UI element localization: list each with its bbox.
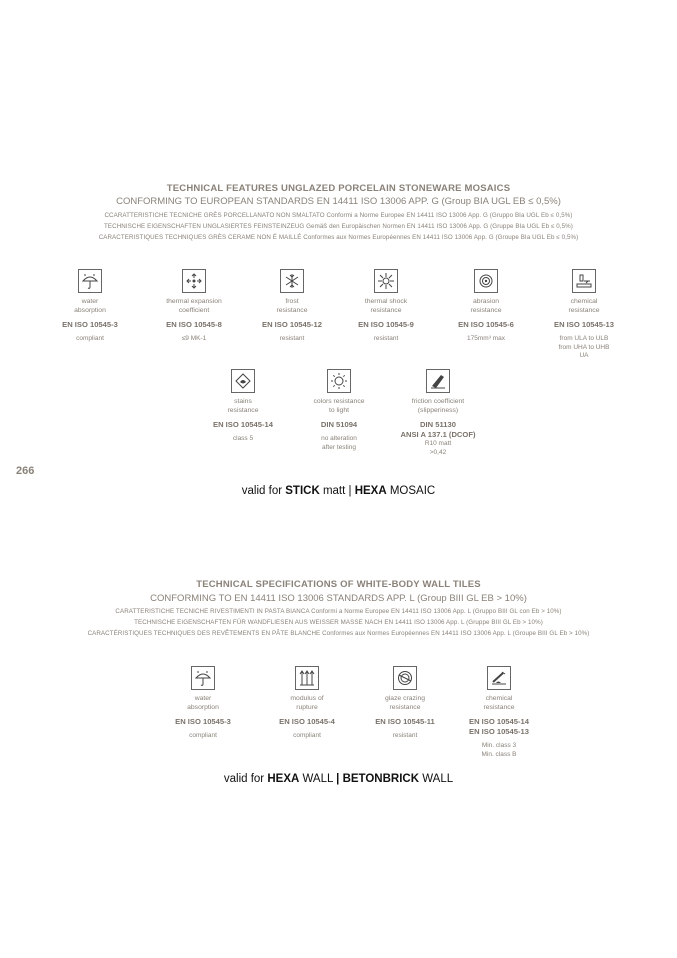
feature-chemical-resistance — [532, 269, 636, 361]
feature-value: compliant — [293, 732, 321, 739]
feature-value: no alteration after testing — [321, 435, 357, 451]
section1-title: TECHNICAL FEATURES UNGLAZED PORCELAIN STONEWARE MOSAICS — [166, 183, 511, 194]
feature-value: class 5 — [232, 435, 254, 442]
feature-water-absorption — [151, 666, 255, 741]
feature-standard: EN ISO 10545-3 — [175, 717, 231, 726]
feature-thermal-shock — [334, 269, 438, 344]
chemical-icon — [572, 269, 596, 293]
section1-subtitle: CONFORMING TO EUROPEAN STANDARDS EN 14411 ISO 13006 APP. G (Group BIA UGL EB ≤ 0,5%) — [116, 196, 561, 207]
feature-stains-resistance — [191, 369, 295, 444]
feature-standard: EN ISO 10545-4 — [279, 717, 335, 726]
feature-value: from ULA to ULB from UHA to UHB UA — [558, 335, 610, 359]
valid-mid-2: MOSAIC — [386, 485, 436, 497]
feature-standard: EN ISO 10545-13 — [554, 320, 614, 329]
feature-label: friction coefficient (slipperiness) — [411, 398, 465, 414]
valid-product-2: HEXA — [354, 485, 387, 497]
feature-label: chemical resistance — [568, 298, 600, 314]
valid-mid-1: matt | — [319, 485, 355, 497]
feature-friction-coefficient — [386, 369, 490, 457]
section2-valid-for — [0, 773, 677, 785]
feature-standard: EN ISO 10545-9 — [358, 320, 414, 329]
umbrella-icon — [191, 666, 215, 690]
feature-standard: EN ISO 10545-14 — [213, 420, 273, 429]
section2-subtitle: CONFORMING TO EN 14411 ISO 13006 STANDARDS APP. L (Group BIII GL EB > 10%) — [150, 593, 527, 604]
feature-standard: EN ISO 10545-11 — [375, 717, 435, 726]
feature-modulus-of-rupture — [255, 666, 359, 741]
page-number: 266 — [16, 465, 35, 477]
valid-product-1: STICK — [285, 485, 320, 497]
feature-value: resistant — [279, 335, 305, 342]
shoe-icon — [426, 369, 450, 393]
abrasion-icon — [474, 269, 498, 293]
feature-value: R10 matt >0,42 — [424, 440, 452, 456]
feature-label: chemical resistance — [483, 695, 515, 711]
umbrella-icon — [78, 269, 102, 293]
section1-line-de: TECHNISCHE EIGENSCHAFTEN UNGLASIERTES FEINSTEINZEUG Gemäß den Europäischen Normen EN 14411 ISO 13006 App. G (Gruppe BIa UGL Eb ≤ 0,5%) — [104, 223, 573, 230]
section2-title: TECHNICAL SPECIFICATIONS OF WHITE-BODY WALL TILES — [196, 579, 481, 590]
feature-standard: EN ISO 10545-12 — [262, 320, 322, 329]
thermal-expansion-icon — [182, 269, 206, 293]
chemical-icon — [487, 666, 511, 690]
valid-mid-2: WALL — [419, 773, 454, 785]
snowflake-icon — [280, 269, 304, 293]
feature-value: resistant — [373, 335, 399, 342]
feature-standard: DIN 51094 — [320, 420, 358, 429]
feature-standard: EN ISO 10545-6 — [458, 320, 514, 329]
feature-value: compliant — [189, 732, 217, 739]
feature-value: resistant — [392, 732, 418, 739]
feature-thermal-expansion — [142, 269, 246, 344]
feature-label: abrasion resistance — [470, 298, 502, 314]
rupture-icon — [295, 666, 319, 690]
feature-frost-resistance — [240, 269, 344, 344]
valid-prefix: valid for — [223, 773, 268, 785]
feature-label: water absorption — [74, 298, 106, 314]
feature-value: compliant — [76, 335, 104, 342]
feature-label: thermal shock resistance — [364, 298, 408, 314]
thermal-shock-icon — [374, 269, 398, 293]
section2-line-it: CARATTERISTICHE TECNICHE RIVESTIMENTI IN PASTA BIANCA Conformi a Norme Europee EN 14411 ISO 13006 App. L (Gruppo BIII GL con Eb > 10%) — [115, 608, 562, 615]
feature-label: glaze crazing resistance — [384, 695, 426, 711]
feature-colors-resistance — [287, 369, 391, 452]
valid-product-1: HEXA — [267, 773, 300, 785]
feature-value: 175mm³ max — [467, 335, 505, 342]
feature-value: ≤9 MK-1 — [181, 335, 207, 342]
feature-water-absorption — [38, 269, 142, 344]
valid-product-2: | BETONBRICK — [336, 773, 420, 785]
section2-line-de: TECHNISCHE EIGENSCHAFTEN FÜR WANDFLIESEN AUS WEISSER MASSE NACH EN 14411 ISO 13006 App. L (Gruppe BIII GL Eb > 10%) — [134, 619, 543, 626]
section1-line-fr: CARACTERISTIQUES TECHNIQUES GRÈS CERAME NON É MAILLÉ Conformes aux Normes Européennes EN 14411 ISO 13006 App. G (Groupe BIa UGL Eb ≤ 0,5%) — [98, 234, 579, 241]
feature-glaze-crazing — [353, 666, 457, 741]
feature-chemical-resistance — [447, 666, 551, 759]
section1-valid-for — [0, 485, 677, 497]
feature-label: thermal expansion coefficient — [166, 298, 222, 314]
feature-label: water absorption — [187, 695, 219, 711]
valid-mid-1: WALL — [299, 773, 337, 785]
stains-icon — [231, 369, 255, 393]
feature-label: stains resistance — [227, 398, 259, 414]
section1-line-it: CCARATTERISTICHE TECNICHE GRÈS PORCELLANATO NON SMALTATO Conformi a Norme Europee EN 14411 ISO 13006 App. G (Gruppo BIa UGL Eb ≤ 0,5%) — [104, 212, 573, 219]
feature-standard: EN ISO 10545-3 — [62, 320, 118, 329]
feature-standard: EN ISO 10545-14 EN ISO 10545-13 — [469, 717, 529, 736]
section2-line-fr: CARACTÉRISTIQUES TECHNIQUES DES REVÊTEMENTS EN PÂTE BLANCHE Conformes aux Normes Européennes EN 14411 ISO 13006 App. L (Groupe BIII GL Eb > 10%) — [87, 630, 590, 637]
feature-value: Min. class 3 Min. class B — [481, 742, 517, 758]
feature-abrasion — [434, 269, 538, 344]
feature-standard: DIN 51130 ANSI A 137.1 (DCOF) — [400, 420, 476, 439]
feature-standard: EN ISO 10545-8 — [166, 320, 222, 329]
sun-icon — [327, 369, 351, 393]
feature-label: modulus of rupture — [290, 695, 324, 711]
crazing-icon — [393, 666, 417, 690]
valid-prefix: valid for — [241, 485, 286, 497]
feature-label: frost resistance — [276, 298, 308, 314]
feature-label: colors resistance to light — [313, 398, 365, 414]
